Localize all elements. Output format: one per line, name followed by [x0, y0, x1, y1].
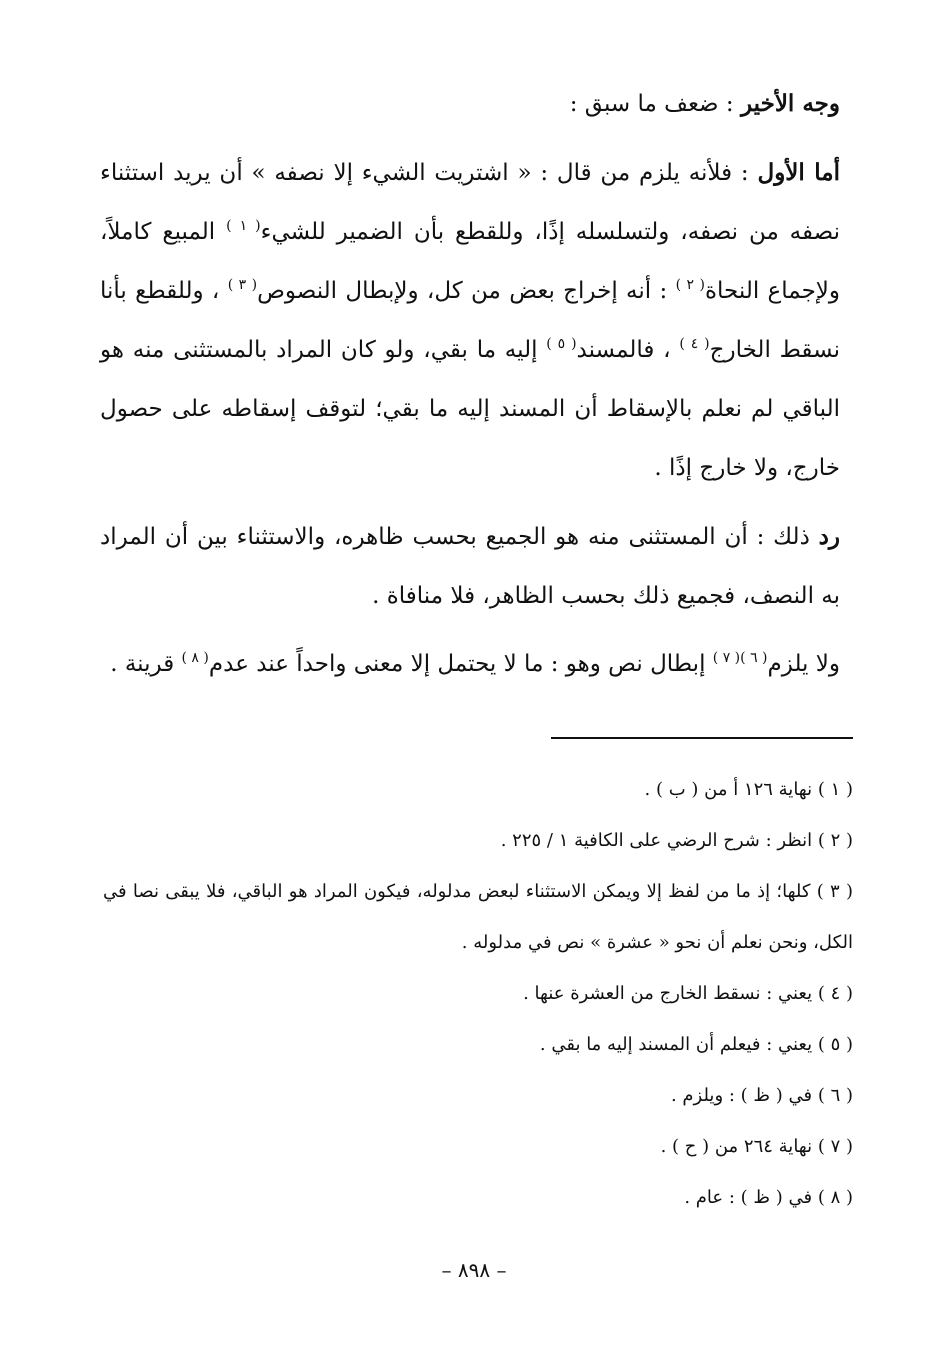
- footnote-ref-1[interactable]: ( ١ ): [226, 218, 261, 234]
- footnote-ref-6[interactable]: ( ٦ ): [740, 650, 768, 666]
- page-number: – ٨٩٨ –: [441, 1258, 507, 1282]
- footnote-1: ( ١ ) نهاية ١٢٦ أ من ( ب ) .: [644, 779, 853, 800]
- footnote-ref-7[interactable]: ( ٧ ): [712, 650, 741, 666]
- main-text: [100, 74, 840, 703]
- paragraph-lead: رد: [818, 523, 841, 550]
- footnote-separator: [551, 737, 853, 739]
- footnote-6: ( ٦ ) في ( ظ ) : ويلزم .: [670, 1085, 853, 1106]
- footnote-ref-8[interactable]: ( ٨ ): [181, 650, 209, 666]
- footnote-ref-3[interactable]: ( ٣ ): [227, 277, 258, 293]
- paragraph-rebuttal: [100, 507, 840, 626]
- paragraph-first-argument: [100, 143, 840, 498]
- footnote-8: ( ٨ ) في ( ظ ) : عام .: [684, 1187, 853, 1208]
- footnotes-section: [103, 764, 853, 1223]
- paragraph-text: ، وللقطع بأنا نسقط الخارج: [100, 278, 840, 363]
- paragraph-lead: وجه الأخير: [740, 90, 840, 117]
- footnote-2: ( ٢ ) انظر : شرح الرضي على الكافية ١ / ٢٢٥ .: [500, 830, 853, 851]
- footnote-ref-4[interactable]: ( ٤ ): [679, 336, 710, 352]
- paragraph-text: : فلأنه يلزم من قال : « اشتريت الشيء إلا نصفه » أن يريد استثناء نصفه من نصفه، ولتسلسله إذًا، وللقطع بأن الضمير للشيء: [100, 160, 840, 245]
- paragraph-text: إبطال نص وهو : ما لا يحتمل إلا معنى واحداً عند عدم: [208, 651, 706, 677]
- footnote-ref-5[interactable]: ( ٥ ): [546, 336, 577, 352]
- paragraph-last-aspect: [100, 74, 840, 134]
- paragraph-no-necessity: [100, 635, 840, 694]
- footnote-5: ( ٥ ) يعني : فيعلم أن المسند إليه ما بقي .: [539, 1034, 853, 1055]
- paragraph-text: ، فالمسند: [576, 337, 671, 363]
- paragraph-text: ذلك : أن المستثنى منه هو الجميع بحسب ظاهره، والاستثناء بين أن المراد به النصف، فجميع ذلك بحسب الظاهر، فلا منافاة .: [100, 524, 840, 609]
- footnote-4: ( ٤ ) يعني : نسقط الخارج من العشرة عنها .: [523, 983, 853, 1004]
- footnote-ref-2[interactable]: ( ٢ ): [675, 277, 705, 293]
- footnote-7: ( ٧ ) نهاية ٢٦٤ من ( ح ) .: [660, 1136, 853, 1157]
- paragraph-text: ولا يلزم: [767, 651, 840, 677]
- paragraph-text: إليه ما بقي، ولو كان المراد بالمستثنى منه هو الباقي لم نعلم بالإسقاط أن المسند إليه ما بقي؛ لتوقف إسقاطه على حصول خارج، ولا خارج إذًا .: [100, 337, 840, 481]
- paragraph-text: : ضعف ما سبق :: [569, 91, 734, 117]
- paragraph-text: المبيع كاملاً، ولإجماع النحاة: [100, 219, 841, 304]
- paragraph-text: قرينة .: [110, 651, 175, 677]
- footnote-3: ( ٣ ) كلها؛ إذ ما من لفظ إلا ويمكن الاستثناء لبعض مدلوله، فيكون المراد هو الباقي، فلا يبقى نصا في الكل، ونحن نعلم أن نحو « عشرة » نص في مدلوله .: [103, 881, 853, 953]
- paragraph-lead: أما الأول: [757, 159, 841, 186]
- paragraph-text: : أنه إخراج بعض من كل، ولإبطال النصوص: [257, 278, 668, 304]
